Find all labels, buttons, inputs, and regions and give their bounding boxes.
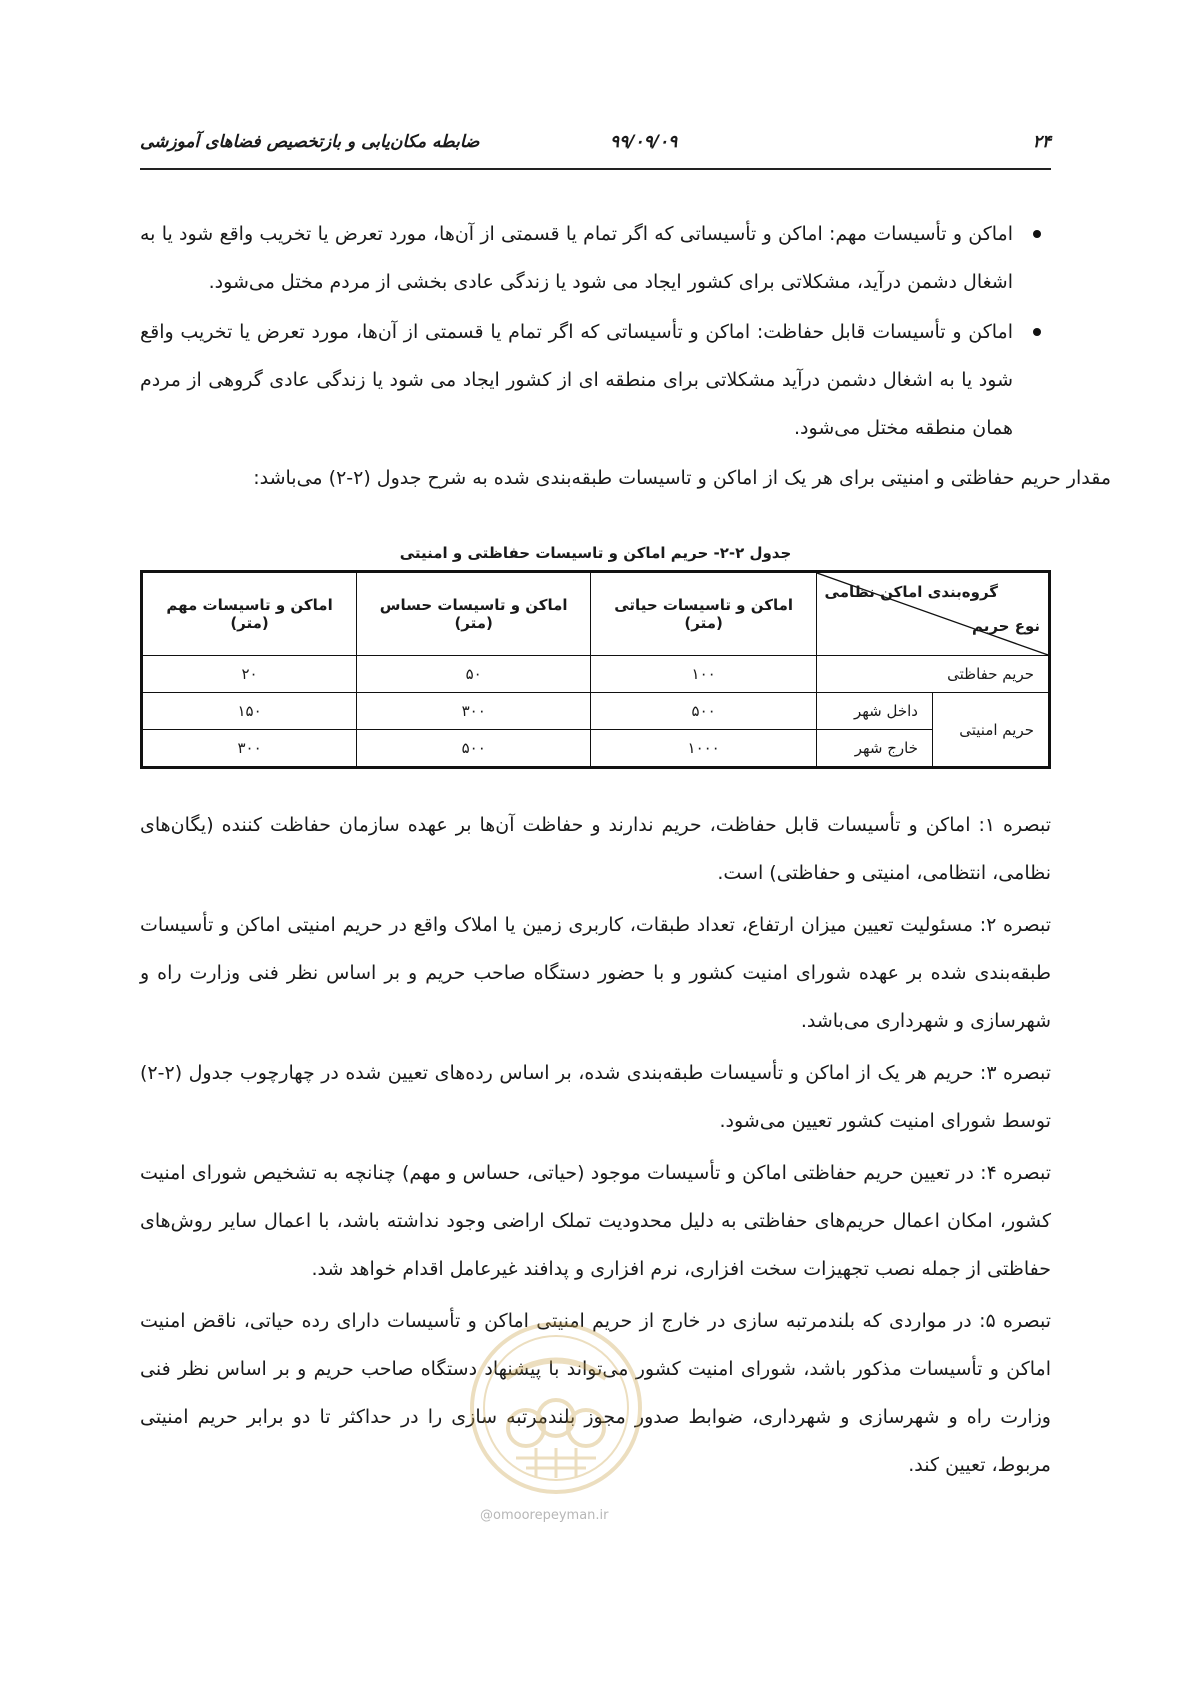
row-group-label: حریم امنیتی bbox=[933, 693, 1050, 768]
table-cell: ۵۰۰ bbox=[357, 730, 591, 768]
table-cell: ۳۰۰ bbox=[142, 730, 357, 768]
table-row bbox=[142, 656, 1050, 693]
note-paragraph: تبصره ۳: حریم هر یک از اماکن و تأسیسات طبقه‌بندی شده، بر اساس رده‌های تعیین شده در چهارچوب جدول (۲-۲) توسط شورای امنیت کشور تعیین می‌شود. bbox=[140, 1062, 1051, 1132]
table-caption: جدول ۲-۲- حریم اماکن و تاسیسات حفاظتی و امنیتی bbox=[399, 544, 792, 562]
row-label: داخل شهر bbox=[817, 693, 933, 730]
note-paragraph: تبصره ۱: اماکن و تأسیسات قابل حفاظت، حریم ندارند و حفاظت آن‌ها بر عهده سازمان حفاظت کننده (یگان‌های نظامی، انتظامی، امنیتی و حفاظتی) است. bbox=[140, 814, 1051, 884]
page-number: ۲۴ bbox=[1032, 132, 1051, 152]
watermark-logo-icon bbox=[466, 1318, 646, 1498]
row-label: خارج شهر bbox=[817, 730, 933, 768]
table-cell: ۵۰ bbox=[357, 656, 591, 693]
table-row bbox=[142, 693, 1050, 730]
note-paragraph: تبصره ۴: در تعیین حریم حفاظتی اماکن و تأسیسات موجود (حیاتی، حساس و مهم) چنانچه به تشخیص شورای امنیت کشور، امکان اعمال حریم‌های حفاظتی به دلیل محدودیت تملک اراضی وجود نداشته باشد، با اعمال سایر روش‌های حفاظتی از جمله نصب تجهیزات سخت افزاری، نرم افزاری و پدافند غیرعامل اقدام خواهد شد. bbox=[140, 1162, 1051, 1280]
header-title: ضابطه مکان‌یابی و بازتخصیص فضاهای آموزشی bbox=[140, 132, 480, 152]
page-header bbox=[140, 128, 1051, 170]
bullet-item: اماکن و تأسیسات قابل حفاظت: اماکن و تأسیساتی که اگر تمام یا قسمتی از آن‌ها، مورد تعرض یا تخریب واقع شود یا به اشغال دشمن درآید مشکلاتی برای منطقه ای از کشور ایجاد می شود یا زندگی عادی گروهی از مردم همان منطقه مختل می‌شود. bbox=[140, 308, 1051, 452]
page-content bbox=[140, 210, 1111, 1493]
table-cell: ۵۰۰ bbox=[591, 693, 817, 730]
table-cell: ۲۰ bbox=[142, 656, 357, 693]
header-date: ۹۹/۰۹/۰۹ bbox=[610, 132, 678, 152]
column-header-important: اماکن و تاسیسات مهم (متر) bbox=[142, 572, 357, 656]
row-label: حریم حفاظتی bbox=[817, 656, 1050, 693]
table-header-row bbox=[142, 572, 1050, 656]
table-cell: ۳۰۰ bbox=[357, 693, 591, 730]
bullet-list bbox=[140, 210, 1051, 452]
intro-paragraph: مقدار حریم حفاظتی و امنیتی برای هر یک از اماکن و تاسیسات طبقه‌بندی شده به شرح جدول (۲-۲) می‌باشد: bbox=[253, 467, 1111, 489]
security-buffer-table bbox=[140, 570, 1051, 769]
table-corner-cell bbox=[817, 572, 1050, 656]
note-paragraph: تبصره ۲: مسئولیت تعیین میزان ارتفاع، تعداد طبقات، کاربری زمین یا املاک واقع در حریم امنیتی اماکن و تأسیسات طبقه‌بندی شده بر عهده شورای امنیت کشور و با حضور دستگاه صاحب حریم و بر اساس نظر فنی وزارت راه و شهرسازی و شهرداری می‌باشد. bbox=[140, 914, 1051, 1032]
corner-top-label: گروه‌بندی اماکن نظامی bbox=[824, 583, 998, 601]
column-header-sensitive: اماکن و تاسیسات حساس (متر) bbox=[357, 572, 591, 656]
watermark-site: @omoorepeyman.ir bbox=[480, 1508, 609, 1523]
column-header-vital: اماکن و تاسیسات حیاتی (متر) bbox=[591, 572, 817, 656]
table-cell: ۱۵۰ bbox=[142, 693, 357, 730]
table-cell: ۱۰۰ bbox=[591, 656, 817, 693]
note-paragraph: تبصره ۵: در مواردی که بلندمرتبه سازی در خارج از حریم امنیتی اماکن و تأسیسات دارای رده حیاتی، ناقض امنیت اماکن و تأسیسات مذکور باشد، شورای امنیت کشور می‌تواند با پیشنهاد دستگاه صاحب حریم و بر اساس نظر فنی وزارت راه و شهرسازی و شهرداری، ضوابط صدور مجوز بلندمرتبه سازی را در حداکثر تا دو برابر حریم امنیتی مربوط، تعیین کند. bbox=[140, 1310, 1051, 1476]
table-row bbox=[142, 730, 1050, 768]
corner-bottom-label: نوع حریم bbox=[971, 617, 1040, 635]
table-cell: ۱۰۰۰ bbox=[591, 730, 817, 768]
bullet-item: اماکن و تأسیسات مهم: اماکن و تأسیساتی که اگر تمام یا قسمتی از آن‌ها، مورد تعرض یا تخریب واقع شود یا به اشغال دشمن درآید، مشکلاتی برای کشور ایجاد می شود یا زندگی عادی بخشی از مردم مختل می‌شود. bbox=[140, 210, 1051, 306]
